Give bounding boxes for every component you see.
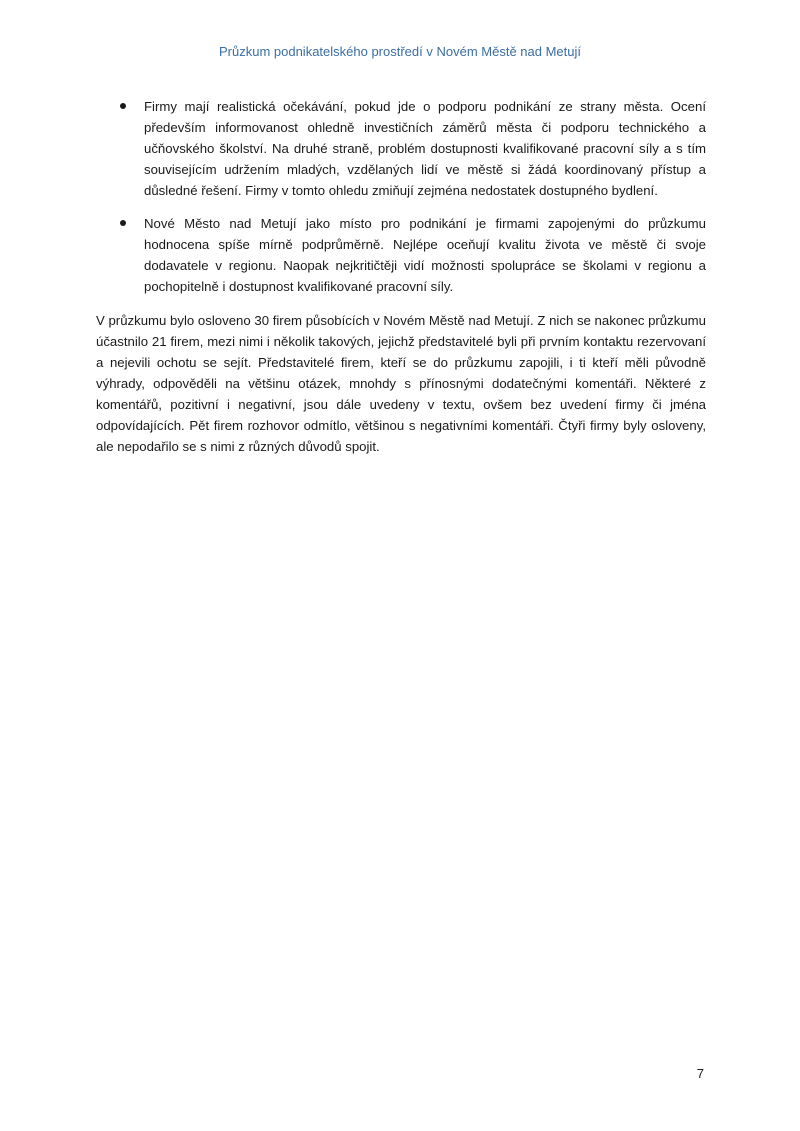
bullet-text: Firmy mají realistická očekávání, pokud jde o podporu podnikání ze strany města. Ocení především informovanost ohledně investičních záměrů města či podporu technického a učňovského školství. Na druhé straně, problém dostupnosti kvalifikované pracovní síly a s tím souvisejícím udržením mladých, vzdělaných lidí ve městě si žádá koordinovaný přístup a důsledné řešení. Firmy v tomto ohledu zmiňují zejména nedostatek dostupného bydlení. [144, 99, 706, 198]
bullet-list [96, 96, 706, 297]
page-number: 7 [696, 1066, 704, 1081]
bullet-text: Nové Město nad Metují jako místo pro podnikání je firmami zapojenými do průzkumu hodnocena spíše mírně podprůměrně. Nejlépe oceňují kvalitu života ve městě či svoje dodavatele v regionu. Naopak nejkritičtěji vidí možnosti spolupráce se školami v regionu a pochopitelně i dostupnost kvalifikované pracovní síly. [144, 216, 706, 294]
bullet-icon [120, 103, 126, 109]
list-item [96, 213, 706, 297]
body-paragraph: V průzkumu bylo osloveno 30 firem působících v Novém Městě nad Metují. Z nich se nakonec průzkumu účastnilo 21 firem, mezi nimi i několik takových, jejichž představitelé byli při prvním kontaktu rezervovaní a nejevili ochotu se sejít. Představitelé firem, kteří se do průzkumu zapojili, i ti kteří měli původně výhrady, odpověděli na většinu otázek, mnohdy s přínosnými dodatečnými komentáři. Některé z komentářů, pozitivní i negativní, jsou dále uvedeny v textu, ovšem bez uvedení firmy či jména odpovídajících. Pět firem rozhovor odmítlo, většinou s negativními komentáři. Čtyři firmy byly osloveny, ale nepodařilo se s nimi z různých důvodů spojit. [96, 313, 706, 454]
bullet-icon [120, 220, 126, 226]
page-content [96, 96, 706, 457]
page-header: Průzkum podnikatelského prostředí v Novém Městě nad Metují [218, 44, 581, 59]
list-item [96, 96, 706, 201]
